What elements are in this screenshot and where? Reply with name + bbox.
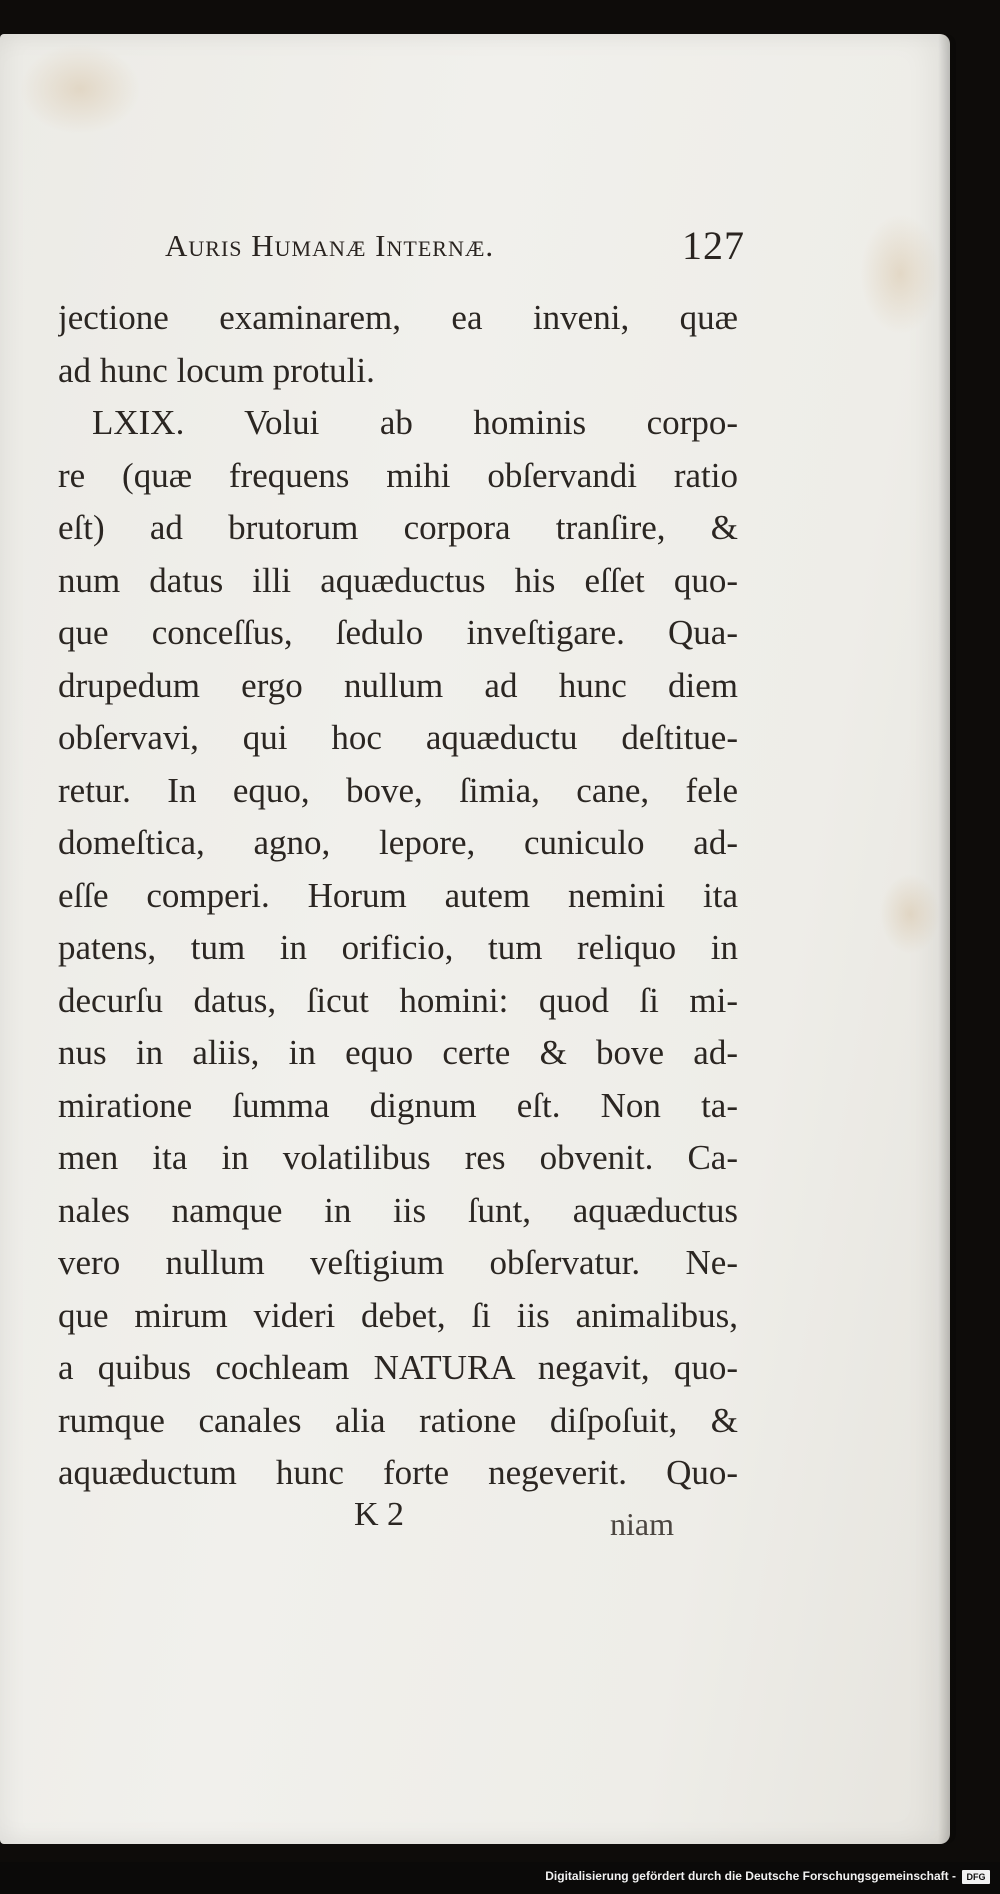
text-line: ad hunc locum protuli.: [58, 350, 375, 390]
catchword: niam: [610, 1506, 674, 1542]
text-line: retur. In equo, bove, ſimia, cane, fele: [58, 770, 738, 810]
text-line: obſervavi, qui hoc aquæductu deſtitue-: [58, 718, 738, 757]
text-line: jectione examinarem, ea inveni, quæ: [58, 298, 738, 337]
text-line: eſt) ad brutorum corpora tranſire, &: [58, 508, 738, 547]
page-header: [165, 194, 745, 268]
text-line: aquæductum hunc forte negeverit. Quo-: [58, 1453, 738, 1492]
text-line: re (quæ frequens mihi obſervandi ratio: [58, 455, 738, 495]
text-line: num datus illi aquæductus his eſſet quo-: [58, 560, 738, 600]
text-line: LXIX. Volui ab hominis corpo-: [92, 403, 738, 442]
text-line: nus in aliis, in equo certe & bove ad-: [58, 1033, 738, 1072]
paper-stain: [860, 214, 940, 334]
text-line: decurſu datus, ſicut homini: quod ſi mi-: [58, 980, 738, 1020]
text-line: nales namque in iis ſunt, aquæductus: [58, 1190, 738, 1230]
text-line: que conceſſus, ſedulo inveſtigare. Qua-: [58, 613, 738, 652]
digitization-credit: Digitalisierung gefördert durch die Deutsche Forschungsgemeinschaft -: [545, 1869, 956, 1883]
paper-stain: [20, 44, 140, 134]
text-line: vero nullum veſtigium obſervatur. Ne-: [58, 1243, 738, 1282]
text-line: eſſe comperi. Horum autem nemini ita: [58, 875, 738, 915]
text-line: que mirum videri debet, ſi iis animalibus,: [58, 1295, 738, 1335]
text-line: a quibus cochleam NATURA negavit, quo-: [58, 1348, 738, 1387]
paper-stain: [880, 874, 940, 954]
page-edge-shadow: [938, 34, 956, 1844]
text-line: rumque canales alia ratione diſpoſuit, &: [58, 1400, 738, 1440]
digitization-credit-bar: [0, 1862, 1000, 1894]
page-footer: [58, 1496, 698, 1556]
book-page: [0, 34, 950, 1844]
text-line: domeſtica, agno, lepore, cuniculo ad-: [58, 823, 738, 862]
running-title: Auris Humanæ Internæ.: [165, 228, 495, 263]
page-number: 127: [682, 223, 745, 268]
text-line: patens, tum in orificio, tum reliquo in: [58, 928, 738, 967]
text-line: miratione ſumma dignum eſt. Non ta-: [58, 1085, 738, 1125]
text-line: drupedum ergo nullum ad hunc diem: [58, 665, 738, 705]
dfg-logo-icon: DFG: [962, 1870, 990, 1884]
text-line: men ita in volatilibus res obvenit. Ca-: [58, 1138, 738, 1177]
body-text: [58, 292, 738, 1500]
signature-mark: K 2: [354, 1496, 405, 1533]
